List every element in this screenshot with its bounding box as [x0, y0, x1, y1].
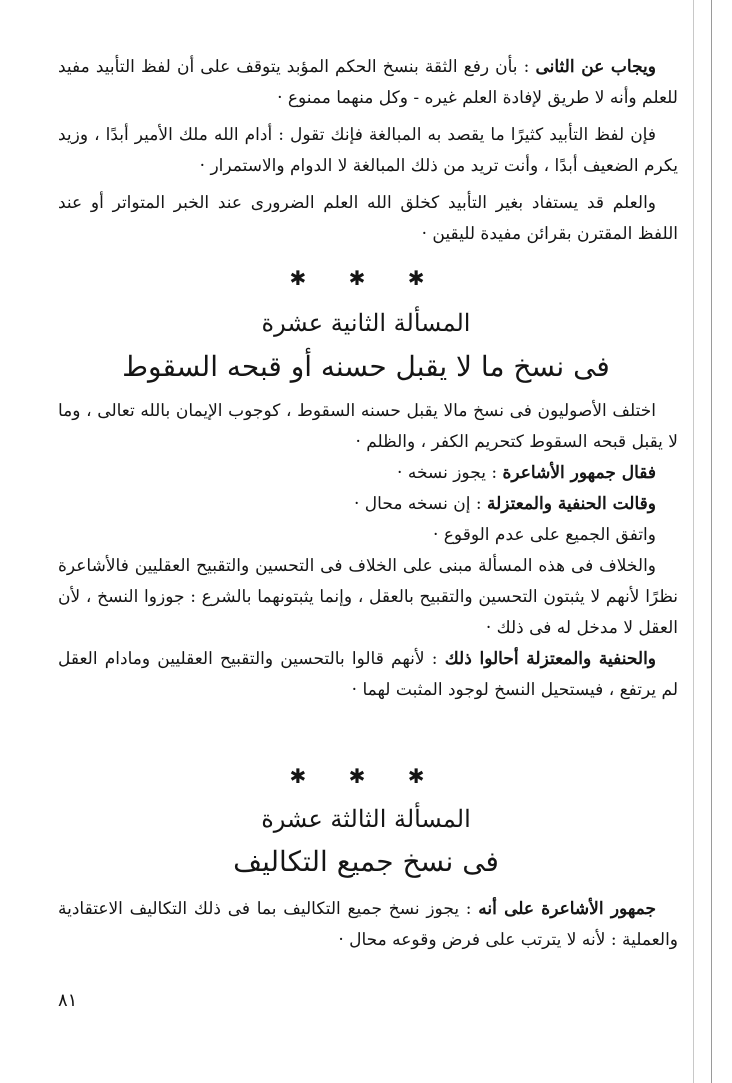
paragraph-body: : إن نسخه محال ·	[354, 494, 487, 514]
paragraph-body: : يجوز نسخ جميع التكاليف بما فى ذلك التكاليف الاعتقادية والعملية : لأنه لا يترتب على فرض وقوعه محال ·	[58, 899, 678, 950]
paragraph-hanafiyya	[58, 489, 678, 520]
paragraph-knowledge: والعلم قد يستفاد بغير التأبيد كخلق الله العلم الضرورى عند الخبر المتواتر أو عند اللفظ المقترن بقرائن مفيدة لليقين ·	[58, 193, 678, 244]
paragraph-body: : يجوز نسخه ·	[397, 463, 503, 483]
section12-body	[58, 396, 678, 706]
paragraph-body: : لأنهم قالوا بالتحسين والتقبيح العقليين ومادام العقل لم يرتفع ، فيستحيل النسخ لوجود المثبت لهما ·	[58, 649, 678, 700]
paragraph-lead: والحنفية والمعتزلة أحالوا ذلك	[444, 649, 656, 669]
section13-title: المسألة الثالثة عشرة	[261, 805, 471, 833]
paragraph-tabyeed: فإن لفظ التأبيد كثيرًا ما يقصد به المبالغة فإنك تقول : أدام الله ملك الأمير أبدًا ، وزيد يكرم الضعيف أبدًا ، وأنت تريد من ذلك المبالغة لا الدوام والاستمرار ·	[58, 125, 678, 176]
opening-paragraphs	[58, 52, 678, 250]
paragraph-mutazila	[58, 644, 678, 706]
separator-stars: ✱ ✱ ✱	[289, 764, 443, 788]
paragraph-lead: ويجاب عن الثانى	[535, 57, 656, 77]
paragraph-all-obligations	[58, 894, 678, 956]
paragraph-basis: والخلاف فى هذه المسألة مبنى على الخلاف فى التحسين والتقبيح العقليين فالأشاعرة نظرًا لأنهم لا يثبتون التحسين والتقبيح بالعقل ، وإنما يثبتونهما بالشرع : جوزوا النسخ ، لأن العقل لا مدخل له فى ذلك ·	[58, 556, 678, 638]
paragraph-lead: وقالت الحنفية والمعتزلة	[486, 494, 656, 514]
paragraph-disagreement: اختلف الأصوليون فى نسخ مالا يقبل حسنه السقوط ، كوجوب الإيمان بالله تعالى ، وما لا يقبل قبحه السقوط كتحريم الكفر ، والظلم ·	[58, 401, 678, 452]
section12-title: المسألة الثانية عشرة	[261, 309, 471, 337]
section13-body	[58, 894, 678, 956]
paragraph-body: : بأن رفع الثقة بنسخ الحكم المؤبد يتوقف على أن لفظ التأبيد مفيد للعلم وأنه لا طريق لإفادة العلم غيره - وكل منهما ممنوع ·	[58, 57, 678, 108]
page-edge-shadow	[693, 0, 694, 1083]
separator-stars: ✱ ✱ ✱	[289, 266, 443, 290]
paragraph-lead: جمهور الأشاعرة على أنه	[478, 899, 656, 919]
paragraph-agreement: واتفق الجميع على عدم الوقوع ·	[432, 525, 656, 545]
paragraph-ashaira	[58, 458, 678, 489]
paragraph-lead: فقال جمهور الأشاعرة	[502, 463, 656, 483]
page-number: ٨١	[58, 990, 78, 1011]
page-edge-line	[711, 0, 712, 1083]
section12-subtitle: فى نسخ ما لا يقبل حسنه أو قبحه السقوط	[122, 350, 610, 383]
paragraph-reply-second	[58, 52, 678, 114]
section13-subtitle: فى نسخ جميع التكاليف	[233, 845, 499, 878]
